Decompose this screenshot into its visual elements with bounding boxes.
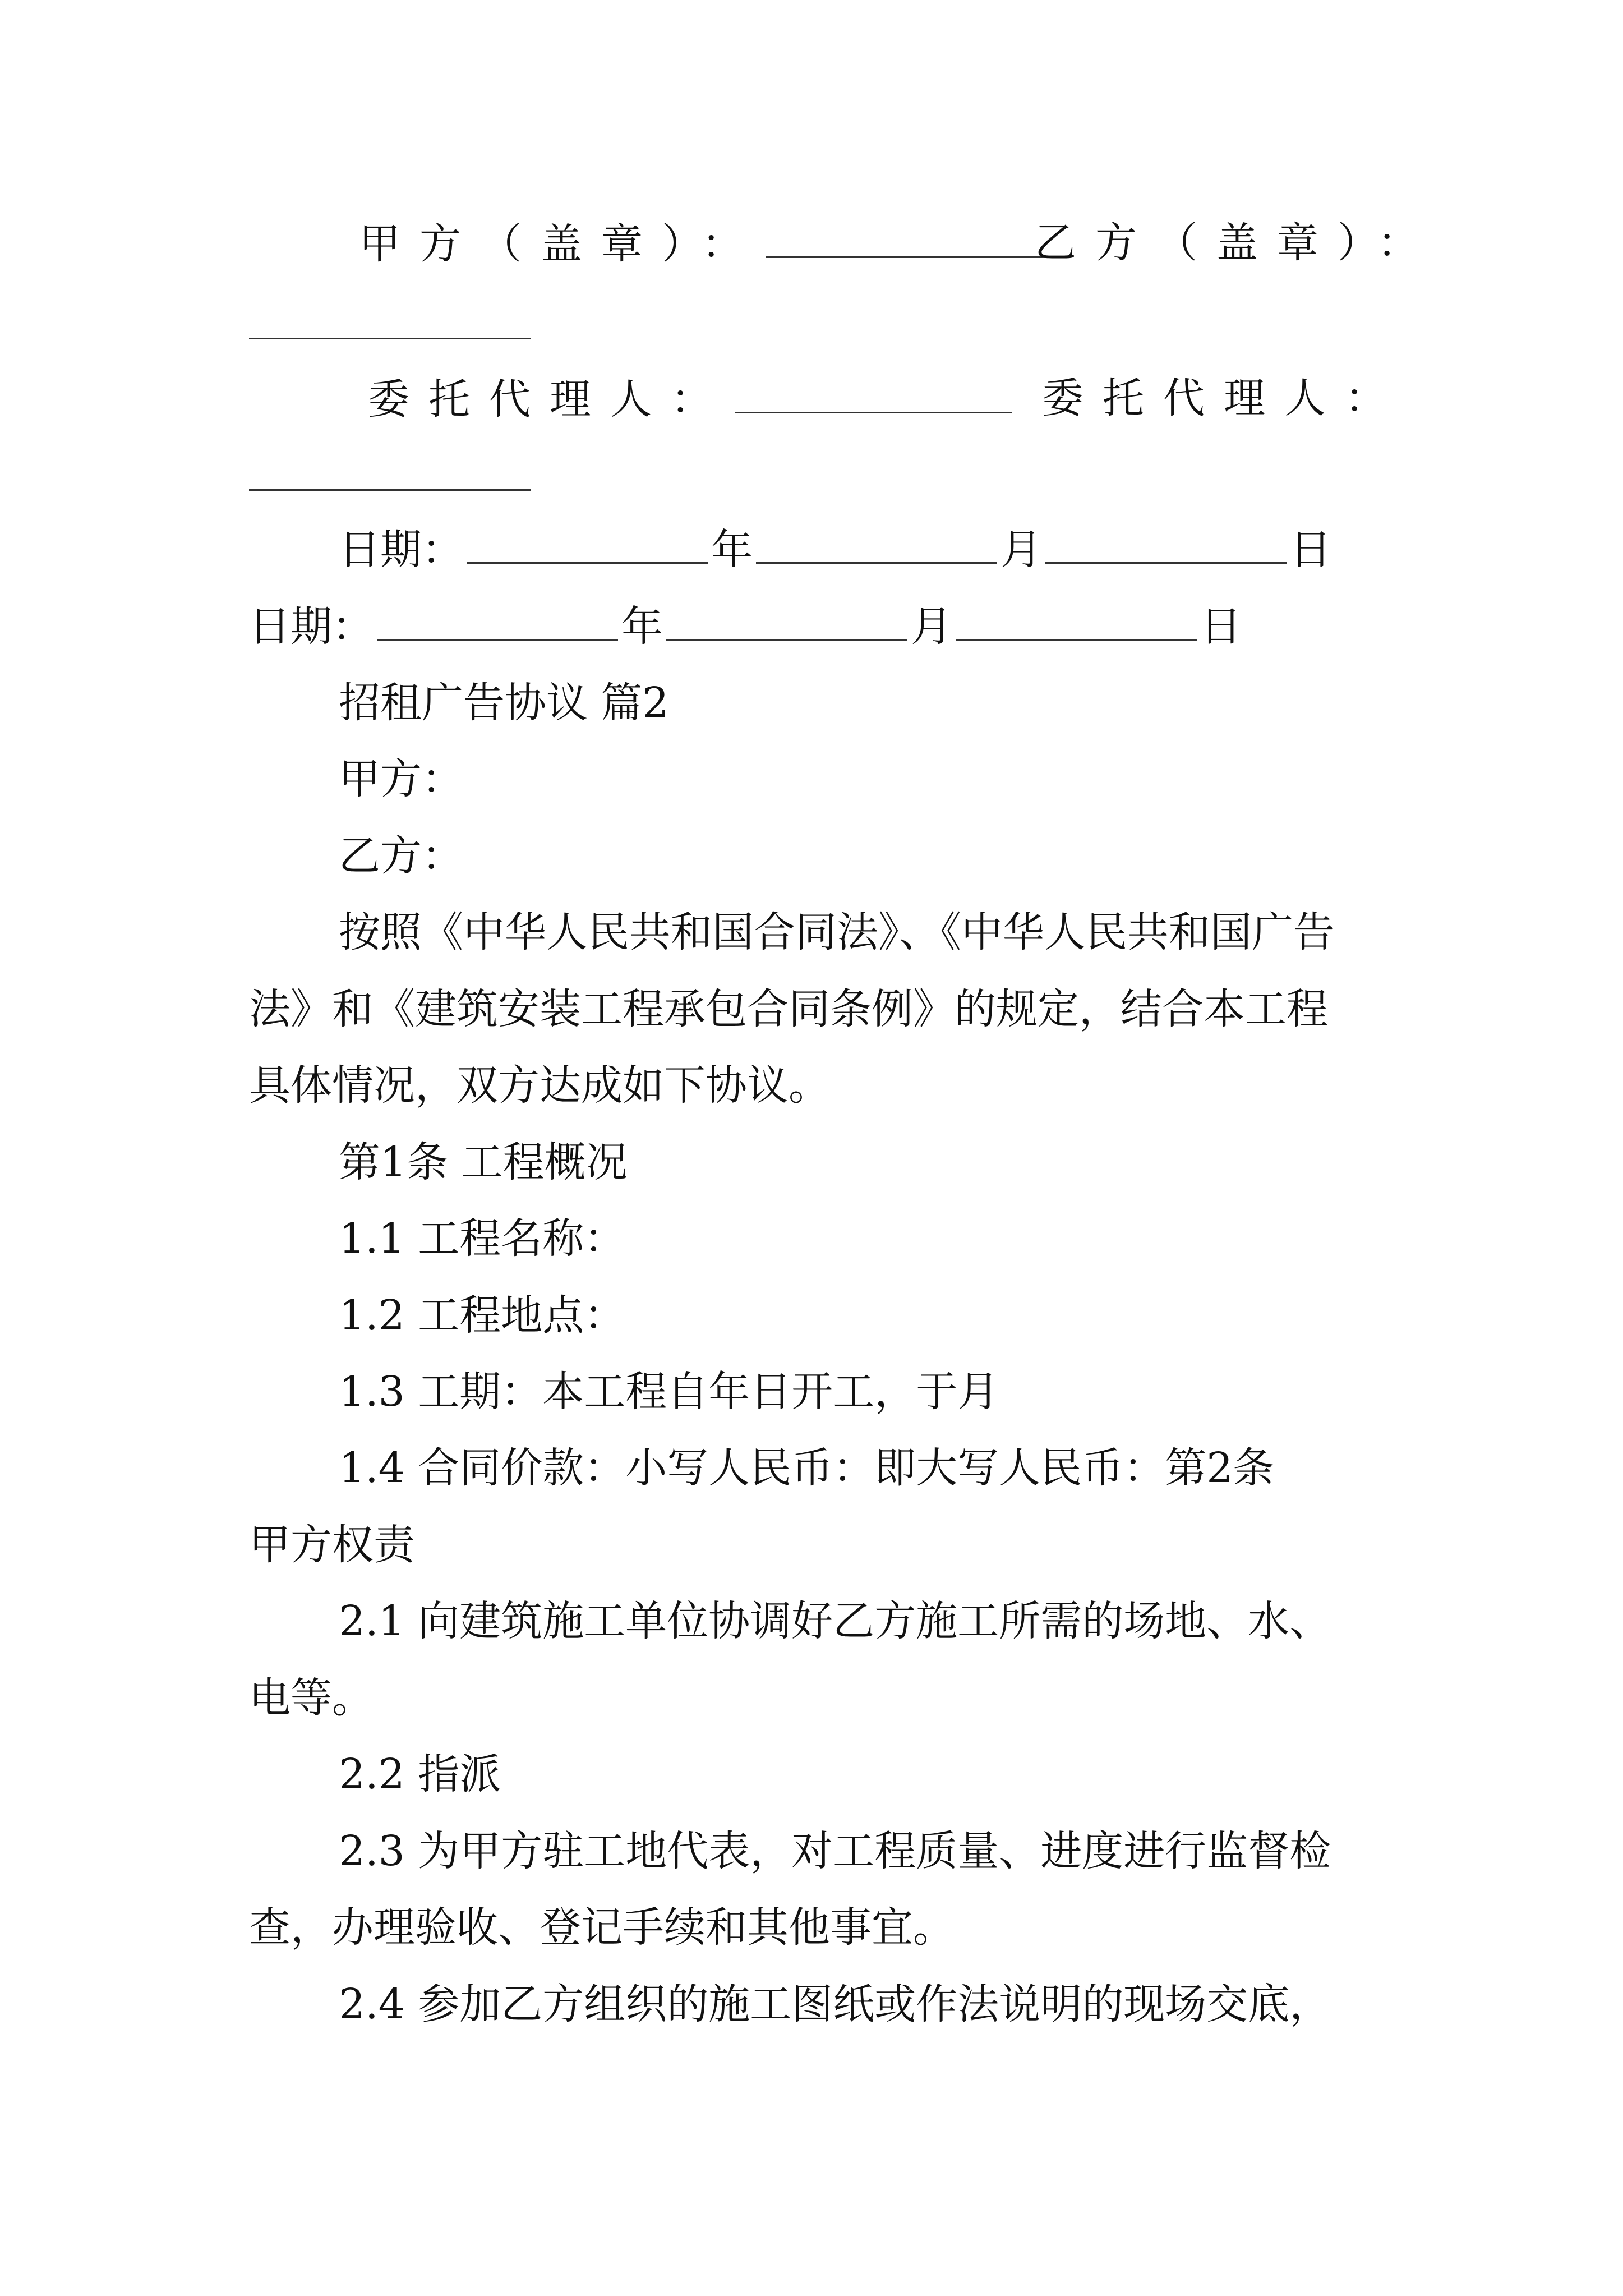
- item-1-2: 1.2 工程地点：: [339, 1291, 626, 1340]
- year-label-a: 年: [711, 526, 753, 574]
- year-blank-b: [377, 597, 618, 641]
- month-label-b: 月: [911, 602, 952, 651]
- item-1-1: 1.1 工程名称：: [339, 1214, 626, 1263]
- day-blank-a: [1045, 521, 1287, 564]
- day-label-a: 日: [1290, 526, 1331, 574]
- item-2-1: 2.1 向建筑施工单位协调好乙方施工所需的场地、水、: [339, 1597, 1331, 1645]
- item-2-2: 2.2 指派: [339, 1750, 501, 1798]
- agent-label-a: 委托代理人：: [368, 375, 731, 424]
- agent-b-blank: [249, 489, 531, 491]
- intro-line: 法》和《建筑安装工程承包合同条例》的规定，结合本工程: [249, 985, 1328, 1033]
- agent-label-b: 委托代理人：: [1042, 374, 1405, 422]
- agent-a-blank: [735, 370, 1012, 413]
- party-a-seal-blank: [766, 215, 1046, 258]
- date-label-a: 日期：: [339, 526, 463, 574]
- day-label-b: 日: [1200, 602, 1242, 651]
- item-2-1-cont: 电等。: [249, 1674, 374, 1722]
- item-1-4-cont: 甲方权责: [249, 1521, 415, 1569]
- year-label-b: 年: [621, 602, 663, 651]
- party-a-seal-label: 甲方（盖章）：: [359, 220, 762, 268]
- date-label-b: 日期：: [249, 602, 374, 651]
- agent-b-line: [1042, 370, 1405, 426]
- item-2-3-cont: 查，办理验收、登记手续和其他事宜。: [249, 1903, 955, 1952]
- intro-line: 按照《中华人民共和国合同法》、《中华人民共和国广告: [339, 908, 1335, 956]
- month-label-a: 月: [1000, 526, 1042, 574]
- party-b-seal-blank: [249, 338, 531, 339]
- month-blank-b: [666, 597, 907, 641]
- item-1-3: 1.3 工期：本工程自年日开工，于月: [339, 1368, 999, 1416]
- document-title: 招租广告协议 篇2: [339, 679, 669, 727]
- party-a-seal-line: [359, 215, 1049, 272]
- item-1-4: 1.4 合同价款：小写人民币：即大写人民币：第2条: [339, 1444, 1275, 1492]
- party-a-label: 甲方：: [339, 755, 463, 803]
- party-b-label: 乙方：: [339, 832, 463, 880]
- date-line-a: [339, 521, 1331, 578]
- month-blank-a: [756, 521, 997, 564]
- item-2-3: 2.3 为甲方驻工地代表，对工程质量、进度进行监督检: [339, 1827, 1331, 1875]
- party-b-seal-label: 乙方（盖章）：: [1035, 219, 1438, 267]
- party-b-seal-line: [1035, 215, 1438, 271]
- agent-line: [368, 370, 1016, 427]
- article-1-title: 第1条 工程概况: [339, 1138, 628, 1186]
- intro-line: 具体情况，双方达成如下协议。: [249, 1061, 830, 1110]
- year-blank-a: [467, 521, 708, 564]
- day-blank-b: [956, 597, 1197, 641]
- date-line-b: [249, 597, 1242, 655]
- item-2-4: 2.4 参加乙方组织的施工图纸或作法说明的现场交底，: [339, 1980, 1331, 2028]
